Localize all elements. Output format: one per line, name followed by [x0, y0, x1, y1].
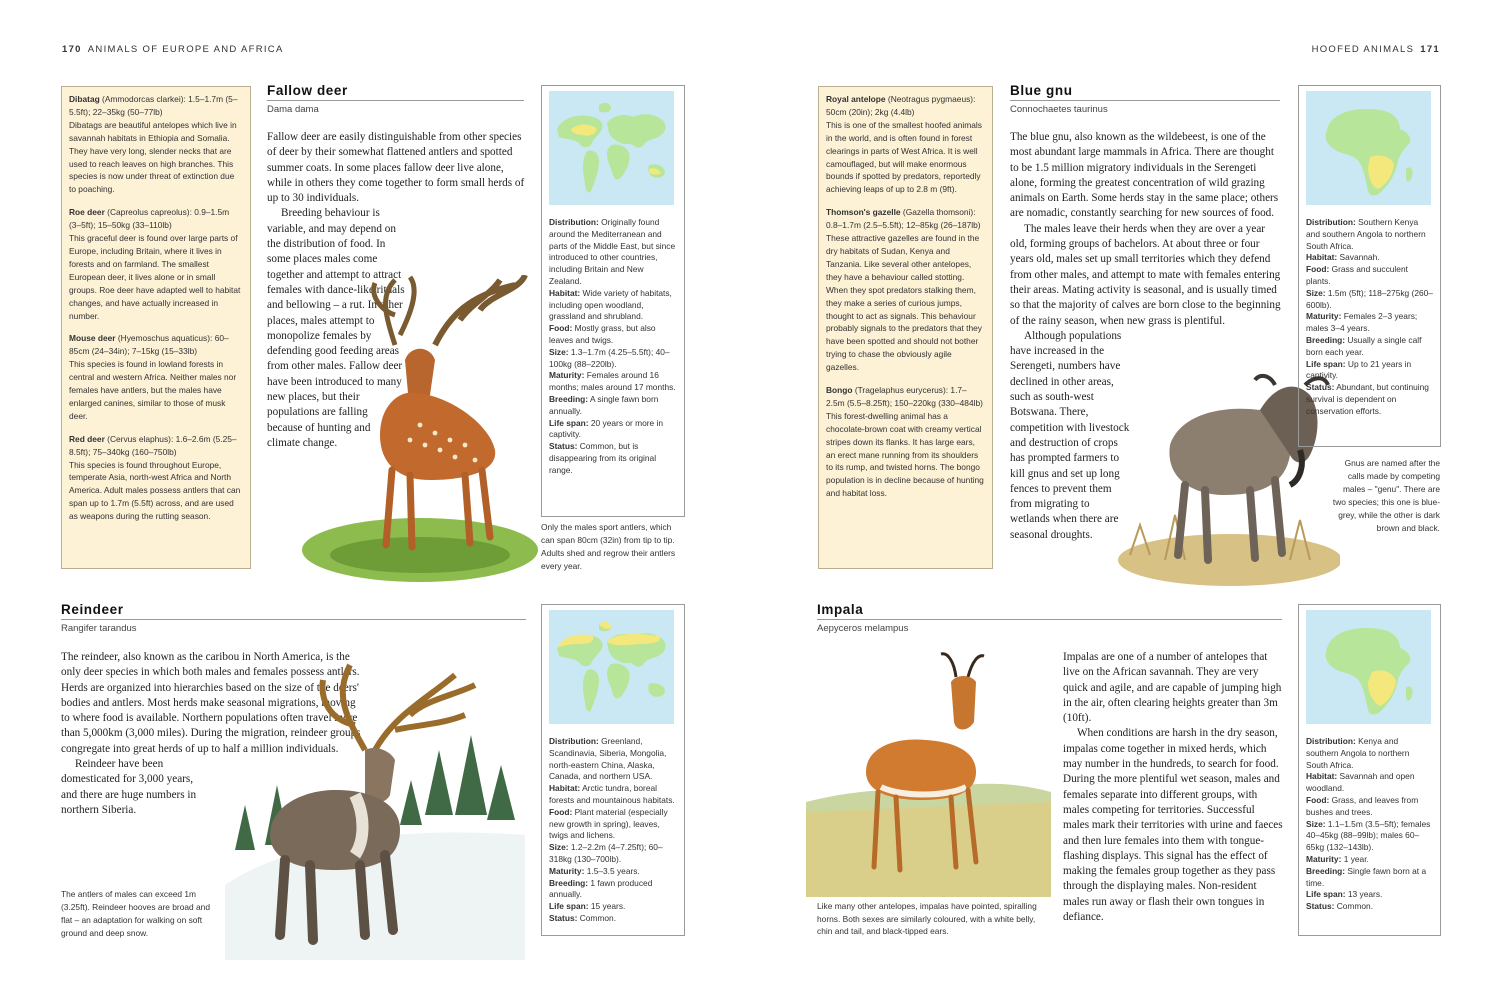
right-running-head — [1312, 44, 1440, 55]
fallow-deer-range-map — [549, 91, 674, 205]
sidebar-entry: Bongo (Tragelaphus eurycerus): 1.7–2.5m (5.5–8.25ft); 150–220kg (330–484lb) This forest-dwelling animal has a chocolate-brown coat with creamy vertical stripes down its flanks. It has large ears, an erect mane running from its shoulders to its rump, and twisted horns. The bongo population is in decline because of hunting and habitat loss. — [826, 385, 984, 499]
fallow-deer-illustration — [300, 275, 540, 585]
left-page-title: ANIMALS OF EUROPE AND AFRICA — [87, 44, 284, 55]
reindeer-illustration — [225, 655, 525, 960]
fact-habitat: Habitat: Wide variety of habitats, including open woodland, grassland and shrubland. — [549, 287, 672, 322]
fact-status: Status: Common. — [1306, 901, 1374, 912]
left-sidebar-box — [61, 86, 251, 569]
section-title: Impala — [817, 602, 1282, 620]
reindeer-factbox — [541, 604, 685, 936]
paragraph: Impalas are one of a number of antelopes that live on the African savannah. They are very quick and agile, and are capable of jumping high in the air, often clearing heights greater than 3m (10ft). — [1063, 651, 1282, 725]
latin-name: Dama dama — [267, 104, 319, 115]
sidebar-entry: Dibatag (Ammodorcas clarkei): 1.5–1.7m (5–5.5ft); 22–35kg (50–77lb) Dibatags are beautiful antelopes which live in savannah habitats in Ethiopia and Somalia. They have very long, slender necks that are used to reach leaves on high branches. This species is now under threat of extinction due to poaching. — [69, 94, 238, 195]
fallow-deer-factbox — [541, 85, 685, 517]
fallow-deer-heading — [267, 83, 524, 115]
sidebar-entry: Roe deer (Capreolus capreolus): 0.9–1.5m (3–5ft); 15–50kg (33–110lb) This graceful deer is found over large parts of Europe, including Britain, where it lives in forests and on farmland. The smallest European deer, it lives alone or in small groups. Roe deer have adapted well to habitat changes, and have actually increased in number. — [69, 207, 241, 321]
left-page-number: 170 — [62, 44, 82, 55]
blue-gnu-heading — [1010, 83, 1280, 115]
sidebar-entry: Red deer (Cervus elaphus): 1.6–2.6m (5.25–8.5ft); 75–340kg (160–750lb) This species is found throughout Europe, temperate Asia, north-west Africa and North America. Adult males possess antlers that can span up to 1.7m (5.5ft) across, and are used as weapons during the rutting season. — [69, 433, 241, 522]
impala-text — [1063, 650, 1283, 925]
impala-range-map — [1306, 610, 1431, 724]
fact-breeding: Breeding: 1 fawn produced annually. — [549, 877, 653, 900]
blue-gnu-range-map — [1306, 91, 1431, 205]
fact-distribution: Distribution: Southern Kenya and southern Angola to northern South Africa. — [1306, 217, 1426, 251]
latin-name: Rangifer tarandus — [61, 623, 137, 634]
paragraph: Breeding behaviour is variable, and may depend on the distribution of food. In some places males come together and attempt to attract females with dance-like rituals and bellowing – a rut. In other places, males attempt to monopolize females by defending good feeding areas from other males. Fallow deer have been introduced to many new places, but their populations are falling because of hunting and climate change. — [267, 207, 405, 449]
sidebar-entry: Thomson's gazelle (Gazella thomsoni): 0.8–1.7m (2.5–5.5ft); 12–85kg (26–187lb) These attractive gazelles are found in the dry habitats of Sudan, Kenya and Tanzania. Like several other antelopes, they have a behaviour called stotting. When they spot predators stalking them, they make a series of curious jumps, thought to act as signals. This behaviour probably signals to the predators that they have been spotted and should not bother trying to chase the obviously agile gazelles. — [826, 207, 982, 373]
blue-gnu-factbox — [1298, 85, 1441, 447]
section-title: Fallow deer — [267, 83, 524, 101]
paragraph: The males leave their herds when they are over a year old, forming groups of bachelors. At about three or four years old, males set up small territories which they defend from other males, and attempt to mate with females entering their areas. Mating activity is seasonal, and is usually timed so that the majority of calves are born close to the beginning of the rainy season, when new grass is plentiful. — [1010, 222, 1281, 327]
fact-distribution: Distribution: Originally found around the Mediterranean and parts of the Middle East, but since introduced to other countries, including Britain and New Zealand. — [549, 217, 676, 286]
fact-size: Size: 1.5m (5ft); 118–275kg (260–600lb). — [1306, 287, 1433, 310]
reindeer-caption: The antlers of males can exceed 1m (3.25ft). Reindeer hooves are broad and flat – an adaptation for walking on soft ground and deep snow. — [61, 889, 210, 938]
fact-habitat: Habitat: Savannah and open woodland. — [1306, 771, 1415, 794]
fact-breeding: Breeding: A single fawn born annually. — [549, 393, 659, 416]
fact-lifespan: Life span: Up to 21 years in captivity. — [1306, 358, 1412, 381]
fact-status: Status: Common, but is disappearing from its original range. — [549, 441, 657, 475]
fact-maturity: Maturity: 1 year. — [1306, 853, 1369, 864]
fact-size: Size: 1.3–1.7m (4.25–5.5ft); 40–100kg (88–220lb). — [549, 346, 670, 369]
fact-food: Food: Grass, and leaves from bushes and trees. — [1306, 794, 1419, 817]
fact-food: Food: Grass and succulent plants. — [1306, 264, 1408, 286]
fact-lifespan: Life span: 13 years. — [1306, 889, 1383, 900]
paragraph: Fallow deer are easily distinguishable from other species of deer by their somewhat flattened antlers and spotted summer coats. In some places fallow deer live alone, while in others they come together to form small herds of up to 30 individuals. — [267, 131, 525, 205]
fact-food: Food: Mostly grass, but also leaves and twigs. — [549, 323, 656, 345]
section-title: Blue gnu — [1010, 83, 1280, 101]
fact-distribution: Distribution: Kenya and southern Angola to northern South Africa. — [1306, 736, 1410, 770]
impala-caption: Like many other antelopes, impalas have pointed, spiralling horns. Both sexes are similarly coloured, with a white belly, chin and tail, and black-tipped ears. — [817, 901, 1037, 937]
fact-breeding: Breeding: Single fawn born at a time. — [1306, 865, 1427, 888]
fact-maturity: Maturity: 1.5–3.5 years. — [549, 865, 640, 876]
paragraph: When conditions are harsh in the dry season, impalas come together in mixed herds, which may number in the hundreds, to search for food. During the more plentiful wet season, males and females separate into different groups, with males competing for territories. Successful males mark their territories with urine and faeces and then lure females into them with tongue-flashing displays. This signal has the effect of making the females group together as they pass through the displaying males. Non-resident males run away or flash their own tongues in defiance. — [1063, 727, 1283, 924]
sidebar-entry: Royal antelope (Neotragus pygmaeus): 50cm (20in); 2kg (4.4lb) This is one of the smallest hoofed animals in the world, and is often found in forest clearings in parts of West Africa. It is well camouflaged, but will make enormous bounds if spotted by predators, reportedly achieving leaps of up to 2.8 m (9ft). — [826, 94, 982, 195]
left-running-head — [62, 44, 284, 55]
latin-name: Aepyceros melampus — [817, 623, 909, 634]
fact-size: Size: 1.1–1.5m (3.5–5ft); females 40–45kg (88–99lb); males 60–65kg (132–143lb). — [1306, 818, 1431, 853]
fact-habitat: Habitat: Savannah. — [1306, 252, 1380, 263]
fact-breeding: Breeding: Usually a single calf born each year. — [1306, 334, 1422, 357]
fact-size: Size: 1.2–2.2m (4–7.25ft); 60–318kg (130–700lb). — [549, 842, 663, 864]
paragraph: The reindeer, also known as the caribou in North America, is the only deer species in which both males and females possess antlers. Herds are organized into hierarchies based on the size of the deers' bodies and antlers. Most herds make seasonal migrations, moving to where food is available. Northern populations often travel more than 5,000km (3,000 miles). During the migration, reindeer groups congregate into great herds of up to half a million individuals. — [61, 651, 361, 755]
latin-name: Connochaetes taurinus — [1010, 104, 1108, 115]
paragraph: Reindeer have been domesticated for 3,000 years, and there are huge numbers in northern Siberia. — [61, 758, 197, 816]
fact-status: Status: Abundant, but continuing survival is dependent on conservation efforts. — [1306, 382, 1429, 416]
fallow-deer-caption: Only the males sport antlers, which can span 80cm (32in) from tip to tip. Adults shed and regrow their antlers every year. — [541, 522, 676, 571]
impala-factbox — [1298, 604, 1441, 936]
right-page-number: 171 — [1420, 44, 1440, 55]
reindeer-heading — [61, 602, 526, 634]
section-title: Reindeer — [61, 602, 526, 620]
right-sidebar-box — [818, 86, 993, 569]
sidebar-entry: Mouse deer (Hyemoschus aquaticus): 60–85cm (24–34in); 7–15kg (15–33lb) This species is found in lowland forests in central and western Africa. Neither males nor females have antlers, but the males have enlarged canines, similar to those of musk deer. — [69, 333, 237, 421]
paragraph: The blue gnu, also known as the wildebeest, is one of the most abundant large mammals in Africa. There are thought to be 1.5 million migratory individuals in the Serengeti alone, forming the greatest concentration of wild grazing animals on Earth. Some herds stay in the same place; others are nomadic, constantly searching for new sources of food. — [1010, 131, 1279, 220]
fact-lifespan: Life span: 15 years. — [549, 901, 626, 912]
fact-maturity: Maturity: Females 2–3 years; males 3–4 years. — [1306, 311, 1418, 334]
impala-illustration — [806, 652, 1051, 897]
fact-habitat: Habitat: Arctic tundra, boreal forests and mountainous habitats. — [549, 783, 675, 805]
right-page-title: HOOFED ANIMALS — [1311, 44, 1415, 55]
fact-status: Status: Common. — [549, 912, 617, 923]
paragraph: Although populations have increased in the Serengeti, numbers have declined in other areas, such as south-west Botswana. There, competition with livestock and destruction of crops has prompted farmers to kill gnus and set up long fences to prevent them from migrating to wetlands when there are seasonal droughts. — [1010, 329, 1130, 541]
impala-heading — [817, 602, 1282, 634]
fact-distribution: Distribution: Greenland, Scandinavia, Siberia, Mongolia, north-eastern China, Alaska, Canada, and northern USA. — [549, 736, 667, 782]
blue-gnu-caption: Gnus are named after the calls made by competing males – "genu". There are two species; this one is blue-grey, while the other is dark brown and black. — [1332, 458, 1440, 533]
reindeer-range-map — [549, 610, 674, 724]
fact-food: Food: Plant material (especially new growth in spring), leaves, twigs and lichens. — [549, 806, 668, 841]
fact-maturity: Maturity: Females around 16 months; males around 17 months. — [549, 370, 676, 393]
fact-lifespan: Life span: 20 years or more in captivity. — [549, 417, 664, 440]
